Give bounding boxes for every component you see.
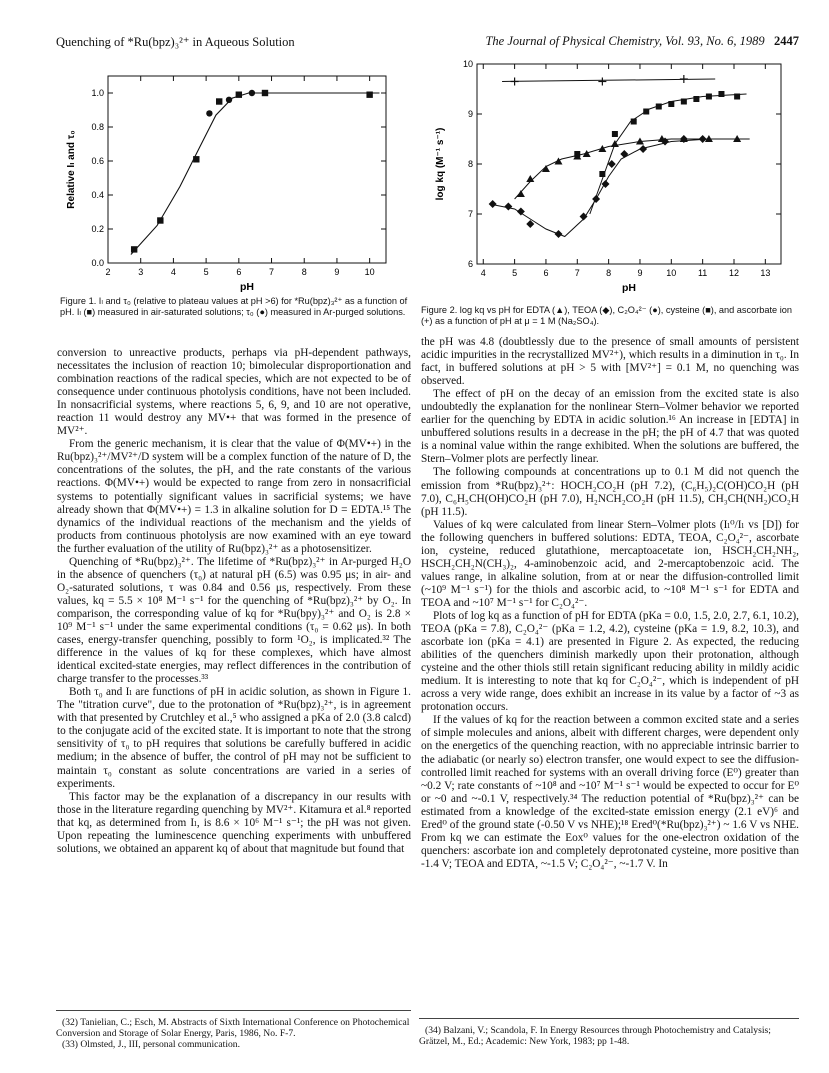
right-column xyxy=(421,336,799,871)
y-tick-label: 0.0 xyxy=(91,258,104,268)
journal-name: The Journal of Physical Chemistry, Vol. 93, No. 6, 1989 xyxy=(485,34,765,48)
data-point-square xyxy=(656,104,662,110)
paragraph: The effect of pH on the decay of an emission from the excited state is also undoubtedly the explanation for the nonlinear Stern–Volmer behavior we reported earlier for the quenching by EDTA in acidic solution.¹⁶ An increase in [EDTA] in unbuffered solutions results in a decrease in the pH; the pH of 4.7 that was quoted is a nominal value within the range exhibited. When the solutions are buffered, the Stern–Volmer plots are perfectly linear. xyxy=(421,388,799,466)
data-point-square xyxy=(612,131,618,137)
x-tick-label: 9 xyxy=(334,267,340,277)
x-tick-label: 8 xyxy=(301,267,307,277)
data-point-diamond xyxy=(620,150,628,158)
x-tick-label: 5 xyxy=(512,268,518,278)
x-tick-label: 6 xyxy=(543,268,549,278)
x-tick-label: 4 xyxy=(480,268,486,278)
footnote: (33) Olmsted, J., III, personal communication. xyxy=(62,1039,240,1051)
y-tick-label: 1.0 xyxy=(91,88,104,98)
paragraph: From the generic mechanism, it is clear that the value of Φ(MV•+) in the Ru(bpz)₃²⁺/MV²⁺/D system will be a complex function of the nature of D, the concentrations of the solutes, the pH, and the rate constants of the various reactions. Φ(MV•+) would be expected to range from zero in nonsacrificial systems to potentially significant values in sacrificial systems; we have already shown that Φ(MV•+) = 1.3 in alkaline solution for D = EDTA.¹⁵ The dynamics of the individual reactions of the mechanism and the yields of products from continuous photolysis are now examined with an eye toward the further evaluation of the utility of Ru(bpz)₃²⁺ as a photosensitizer. xyxy=(57,438,411,555)
fit-curve xyxy=(590,94,747,214)
data-point-square xyxy=(734,94,740,100)
x-tick-label: 10 xyxy=(364,267,375,277)
x-tick-label: 10 xyxy=(666,268,677,278)
running-header: Quenching of *Ru(bpz)₃²⁺ in Aqueous Solution xyxy=(56,35,295,49)
data-point-square xyxy=(693,96,699,102)
data-point-diamond xyxy=(504,203,512,211)
plot-frame xyxy=(108,76,386,263)
x-tick-label: 4 xyxy=(170,267,176,277)
paragraph: Quenching of *Ru(bpz)₃²⁺. The lifetime of *Ru(bpz)₃²⁺ in Ar-purged H₂O in the absence of quenchers (τ₀) at natural pH (6.5) was 0.95 μs; in air- and O₂-saturated solutions, τ was 0.84 and 0.56 μs, respectively. From these values, kq = 5.5 × 10⁸ M⁻¹ s⁻¹ for the quenching of *Ru(bpz)₃²⁺ by O₂. In comparison, the corresponding value of kq for *Ru(bpy)₃²⁺ and O₂ is 2.8 × 10⁹ M⁻¹ s⁻¹ under the same experimental conditions (τ₀ = 0.62 μs). In both cases, energy-transfer quenching, possibly to form ¹O₂, is implicated.³² The difference in the values of kq for these complexes, which have almost identical excited-state energies, may reflect differences in the contribution of charge transfer to the processes.³³ xyxy=(57,555,411,686)
x-tick-label: 13 xyxy=(760,268,771,278)
y-tick-label: 8 xyxy=(467,159,473,169)
x-tick-label: 9 xyxy=(637,268,643,278)
data-point-diamond xyxy=(592,195,600,203)
x-tick-label: 3 xyxy=(138,267,144,277)
x-tick-label: 7 xyxy=(574,268,580,278)
data-point-square xyxy=(718,91,724,97)
y-tick-label: 0.8 xyxy=(91,122,104,132)
figure-1-caption: Figure 1. Iₗ and τ₀ (relative to plateau values at pH >6) for *Ru(bpz)₃²⁺ as a function of pH. Iₗ (■) measured in air-saturated solutions; τ₀ (●) measured in Ar-purged solutions. xyxy=(60,296,408,317)
y-tick-label: 6 xyxy=(467,259,473,269)
footnotes-right xyxy=(419,1018,799,1047)
data-point-cross xyxy=(680,75,688,83)
figure-2-caption: Figure 2. log kq vs pH for EDTA (▲), TEOA (◆), C₂O₄²⁻ (●), cysteine (■), and ascorbate ion (+) as a function of pH at μ = 1 M (Na₂SO₄). xyxy=(421,305,792,326)
footnote: (34) Balzani, V.; Scandola, F. In Energy Resources through Photochemistry and Catalysis; Grätzel, M., Ed.; Academic: New York, 1983; pp 1-48. xyxy=(419,1025,771,1048)
y-tick-label: 0.2 xyxy=(91,224,104,234)
paragraph: Plots of log kq as a function of pH for EDTA (pKa = 0.0, 1.5, 2.0, 2.7, 6.1, 10.2), TEOA (pKa = 7.8), C₂O₄²⁻ (pKa = 1.2, 4.2), cysteine (pKa = 1.9, 8.2, 10.3), and ascorbate ion (pKa = 4.1) are presented in Figure 2. As expected, the reducing abilities of the quenchers diminish markedly upon their protonation, although cysteine and the other thiols still retain significant reducing ability in mildly acidic medium. It is interesting to note that kq for C₂O₄²⁻, which is independent of pH across a very wide range, does exhibit an increase in its value by a factor of ~3 as protonation occurs. xyxy=(421,609,799,714)
data-point-cross xyxy=(598,78,606,86)
paragraph: conversion to unreactive products, perhaps via pH-dependent pathways, necessitates the inclusion of reaction 10; bimolecular disproportionation and combination reactions of the radical species, which are not expected to be of consequence under continuous photolysis conditions, have not been included. In nonsacrificial systems, where reactions 5, 6, 9, and 10 are not operative, reaction 11 would destroy any MV•+ that was formed in the presence of MV²⁺. xyxy=(57,347,411,438)
data-point-square xyxy=(157,217,163,223)
data-point-square xyxy=(668,101,674,107)
data-point-triangle xyxy=(598,145,606,152)
data-point-square xyxy=(131,246,137,252)
data-point-circle xyxy=(226,97,232,103)
paragraph: This factor may be the explanation of a discrepancy in our results with those in the literature regarding quenching by MV²⁺. Kitamura et al.⁸ reported that kq, as determined from Iₗ, is 8.6 × 10⁶ M⁻¹ s⁻¹; the pH was not given. Upon repeating the luminescence quenching experiments with unbuffered solutions, we obtained an apparent kq of about that magnitude but found that xyxy=(57,790,411,855)
x-tick-label: 11 xyxy=(697,268,708,278)
data-point-square xyxy=(706,94,712,100)
y-tick-label: 10 xyxy=(462,59,473,69)
data-point-diamond xyxy=(489,200,497,208)
x-tick-label: 5 xyxy=(203,267,209,277)
data-point-cross xyxy=(511,78,519,86)
x-axis-label: pH xyxy=(240,281,254,293)
footnote: (32) Tanielian, C.; Esch, M. Abstracts of Sixth International Conference on Photochemical Conversion and Storage of Solar Energy, Paris, 1986, No. F-7. xyxy=(56,1017,410,1040)
data-point-circle xyxy=(206,110,212,116)
paragraph: If the values of kq for the reaction between a common excited state and a series of simple molecules and anions, albeit with different charges, were dependent only on the energetics of the quenching reaction, with no appreciable intrinsic barrier to the adiabatic (or nearly so) electron transfer, one would expect to see the diffusion-controlled limit reached for systems with an overall driving force (E⁰) greater than ~0.2 V; rate constants of ~10⁸ and ~10⁷ M⁻¹ s⁻¹ would be expected to occur for E⁰ or ~0 and ~-0.1 V, respectively.³⁴ The reduction potential of *Ru(bpz)₃²⁺ can be estimated from a knowledge of the excited-state emission energy (2.1 eV)⁶ and Ered⁰ of the ground state (-0.50 V vs NHE);¹⁸ Ered⁰(*Ru(bpz)₃²⁺) ~ 1.6 V vs NHE. From kq we can estimate the Eox⁰ values for the one-electron oxidation of the quenchers: ascorbate ion and completely deprotonated cysteine, more positive than -1.4 V; TEOA and EDTA, ~-1.5 V; C₂O₄²⁻, ~-1.7 V. In xyxy=(421,714,799,870)
data-point-square xyxy=(366,92,372,98)
paragraph: Values of kq were calculated from linear Stern–Volmer plots (Iₗ⁰/Iₗ vs [D]) for the following quenchers in buffered solutions: EDTA, TEOA, C₂O₄²⁻, ascorbate ion, cysteine, reduced glutathione, mercaptoacetate ion, HSCH₂CH₂NH₂, HSCH₂CH₂N(CH₃)₂, 4-aminobenzoic acid, and 2-mercaptobenzoic acid. The values range, in alkaline solution, from at or near the diffusion-controlled limit (~10⁹ M⁻¹ s⁻¹) for the thiols and ascorbic acid, to ~10⁸ M⁻¹ s⁻¹ for EDTA and TEOA and ~10⁷ M⁻¹ s⁻¹ for C₂O₄²⁻. xyxy=(421,518,799,609)
x-axis-label: pH xyxy=(622,282,636,294)
paragraph: Both τ₀ and Iₗ are functions of pH in acidic solution, as shown in Figure 1. The "titration curve", due to the protonation of *Ru(bpz)₃²⁺, is in agreement with that presented by Crutchley et al.,⁵ who assigned a pKa of 2.0 (3.8 calcd) to the conjugate acid of the excited state. It is important to note that the strong sensitivity of τ₀ to pH requires that solutions be carefully buffered in acidic medium; in the absence of buffer, the control of pH may not be sufficient to maintain τ₀ constant as solute concentrations are varied in a series of experiments. xyxy=(57,686,411,790)
x-tick-label: 8 xyxy=(606,268,612,278)
data-point-square xyxy=(216,98,222,104)
figure-1-chart xyxy=(56,48,411,303)
y-axis-label: log kq (M⁻¹ s⁻¹) xyxy=(435,127,446,201)
data-point-diamond xyxy=(554,230,562,238)
data-point-triangle xyxy=(554,158,562,165)
data-point-square xyxy=(574,151,580,157)
y-tick-label: 7 xyxy=(467,209,473,219)
data-point-square xyxy=(681,99,687,105)
left-column xyxy=(57,347,411,856)
fit-curve xyxy=(131,93,380,255)
y-axis-label: Relative Iₗ and τ₀ xyxy=(66,130,77,209)
y-tick-label: 0.4 xyxy=(91,190,104,200)
x-tick-label: 6 xyxy=(236,267,242,277)
journal-header xyxy=(419,34,799,49)
x-tick-label: 7 xyxy=(269,267,275,277)
data-point-square xyxy=(643,109,649,115)
data-point-circle xyxy=(249,90,255,96)
data-point-triangle xyxy=(517,190,525,197)
x-tick-label: 12 xyxy=(728,268,739,278)
page-number: 2447 xyxy=(774,34,799,48)
figure-2-chart xyxy=(419,48,799,346)
paragraph: the pH was 4.8 (doubtlessly due to the presence of small amounts of persistent acidic impurities in the recrystallized MV²⁺), which results in a diminution in τ₀. In fact, in buffered solutions at pH > 5 with [MV²⁺] = 0.1 M, no quenching was observed. xyxy=(421,336,799,388)
data-point-triangle xyxy=(611,140,619,147)
data-point-square xyxy=(599,171,605,177)
data-point-diamond xyxy=(639,145,647,153)
paragraph: The following compounds at concentrations up to 0.1 M did not quench the emission from *Ru(bpz)₃²⁺: HOCH₂CO₂H (pH 7.2), (C₆H₅)₂C(OH)CO₂H (pH 7.0), C₆H₅CH(OH)CO₂H (pH 7.0), H₂NCH₂CO₂H (pH 11.5), CH₃CH(NH₂)CO₂H (pH 11.5). xyxy=(421,466,799,518)
data-point-square xyxy=(193,156,199,162)
fit-curve xyxy=(515,139,750,199)
x-tick-label: 2 xyxy=(105,267,111,277)
data-point-square xyxy=(262,90,268,96)
y-tick-label: 9 xyxy=(467,109,473,119)
data-point-square xyxy=(236,92,242,98)
footnotes-left xyxy=(56,1010,411,1051)
y-tick-label: 0.6 xyxy=(91,156,104,166)
data-point-square xyxy=(631,119,637,125)
